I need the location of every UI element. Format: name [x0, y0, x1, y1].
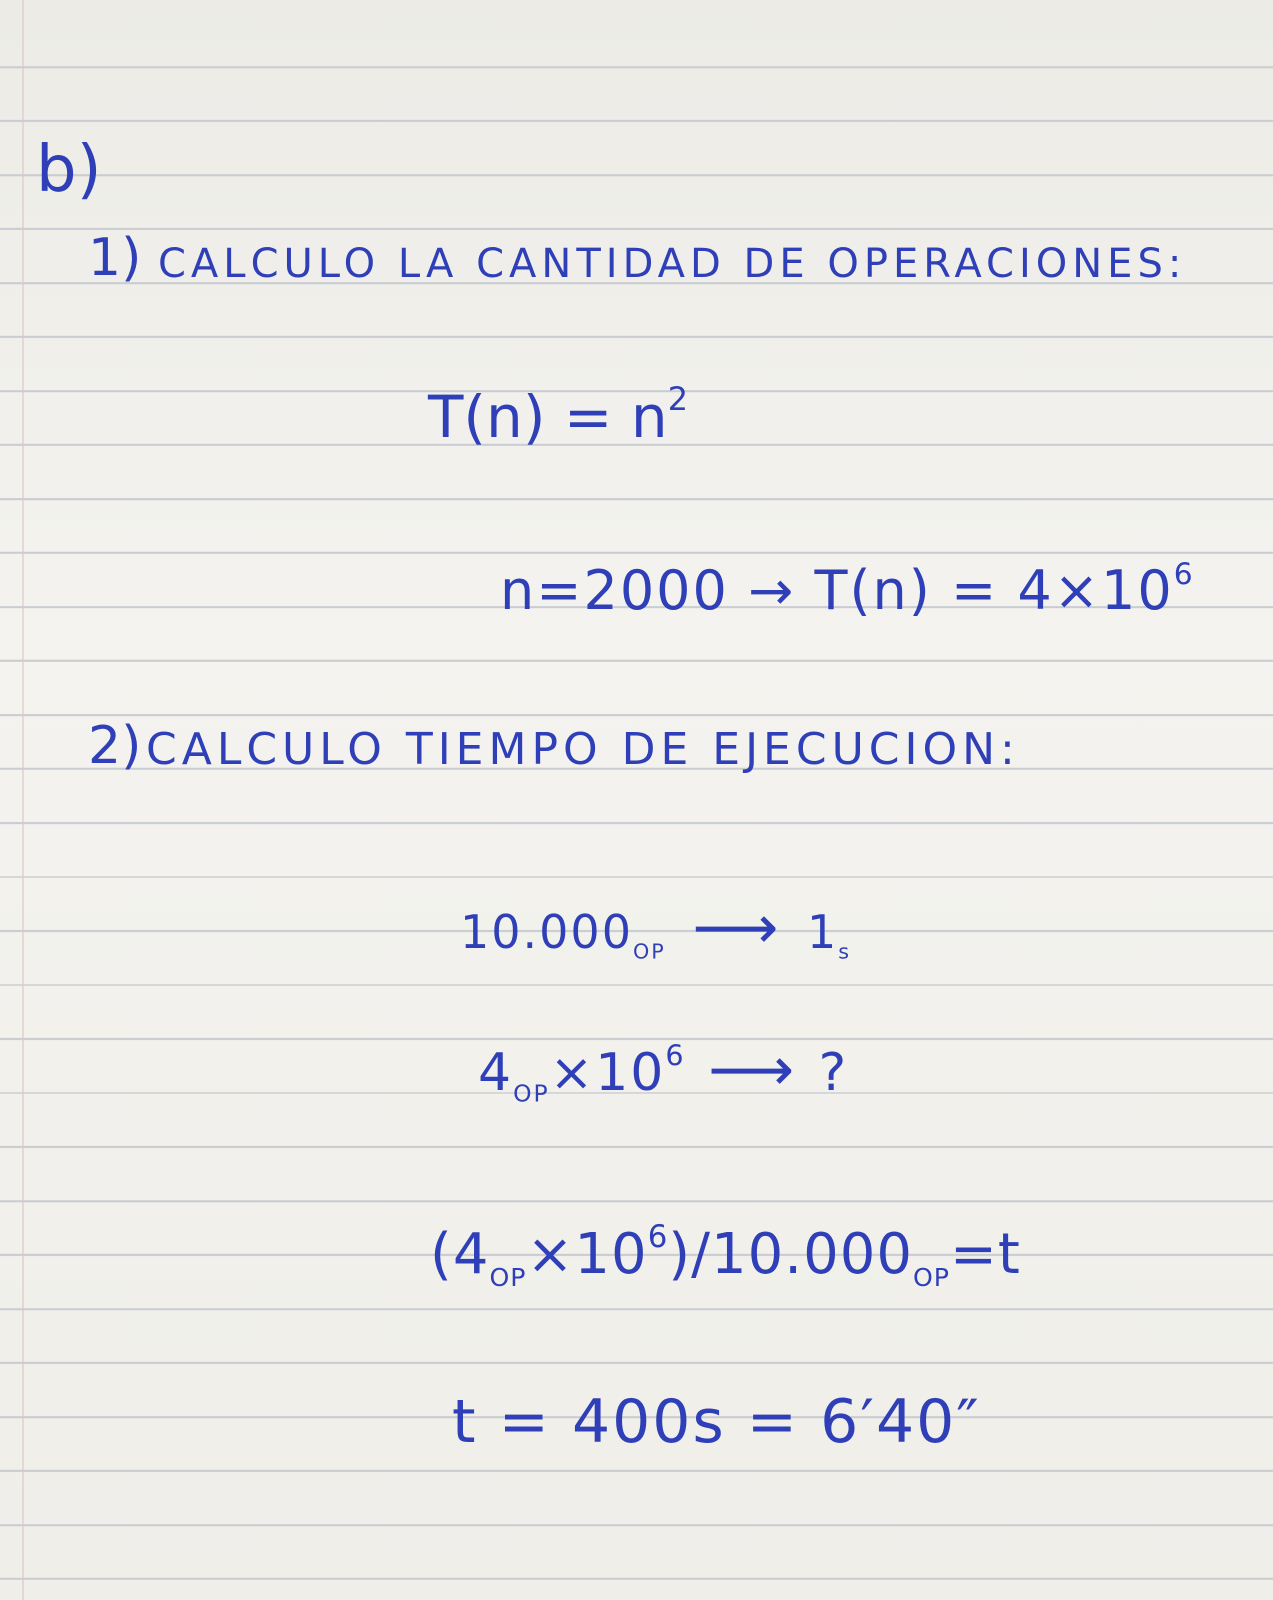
substitution-n: n=2000 — [500, 559, 729, 623]
rate-time-unit: s — [838, 939, 852, 964]
formula-lhs: T(n) = n — [428, 383, 668, 452]
target-line — [478, 1035, 849, 1108]
step1-title: CALCULO LA CANTIDAD DE OPERACIONES: — [158, 241, 1187, 287]
division-line — [430, 1219, 1021, 1292]
result-line: t = 400s = 6′40″ — [452, 1387, 981, 1457]
division-exponent: 6 — [647, 1219, 669, 1255]
rate-operations: 10.000 — [460, 905, 633, 959]
division-unit-1: OP — [489, 1262, 527, 1292]
step2-number: 2) — [88, 716, 142, 776]
arrow-icon: ⟶ — [708, 1035, 797, 1105]
target-unknown: ? — [818, 1043, 849, 1103]
substitution-exponent: 6 — [1173, 557, 1195, 592]
division-open: (4 — [430, 1222, 490, 1288]
target-operations-unit: OP — [513, 1079, 550, 1108]
margin-line — [22, 0, 24, 1600]
target-operations: 4 — [478, 1043, 514, 1103]
substitution-result: T(n) = 4×10 — [814, 559, 1174, 623]
step1-number: 1) — [88, 228, 142, 288]
formula-exponent: 2 — [667, 380, 688, 418]
division-unit-2: OP — [912, 1262, 950, 1292]
target-exponent: 6 — [665, 1038, 686, 1073]
division-equals: =t — [949, 1222, 1021, 1288]
section-label: b) — [36, 133, 102, 207]
division-divisor: )/10.000 — [668, 1222, 913, 1288]
arrow-icon: ⟶ — [692, 893, 781, 963]
target-multiplier: ×10 — [549, 1043, 666, 1103]
substitution-line — [500, 557, 1195, 623]
division-multiplier: ×10 — [526, 1222, 648, 1288]
rate-operations-unit: OP — [632, 939, 666, 964]
rate-line — [460, 893, 852, 964]
step2-title: CALCULO TIEMPO DE EJECUCION: — [146, 724, 1020, 775]
arrow-icon: → — [748, 559, 796, 623]
rate-time: 1 — [807, 905, 839, 959]
formula-t-of-n — [428, 380, 688, 452]
